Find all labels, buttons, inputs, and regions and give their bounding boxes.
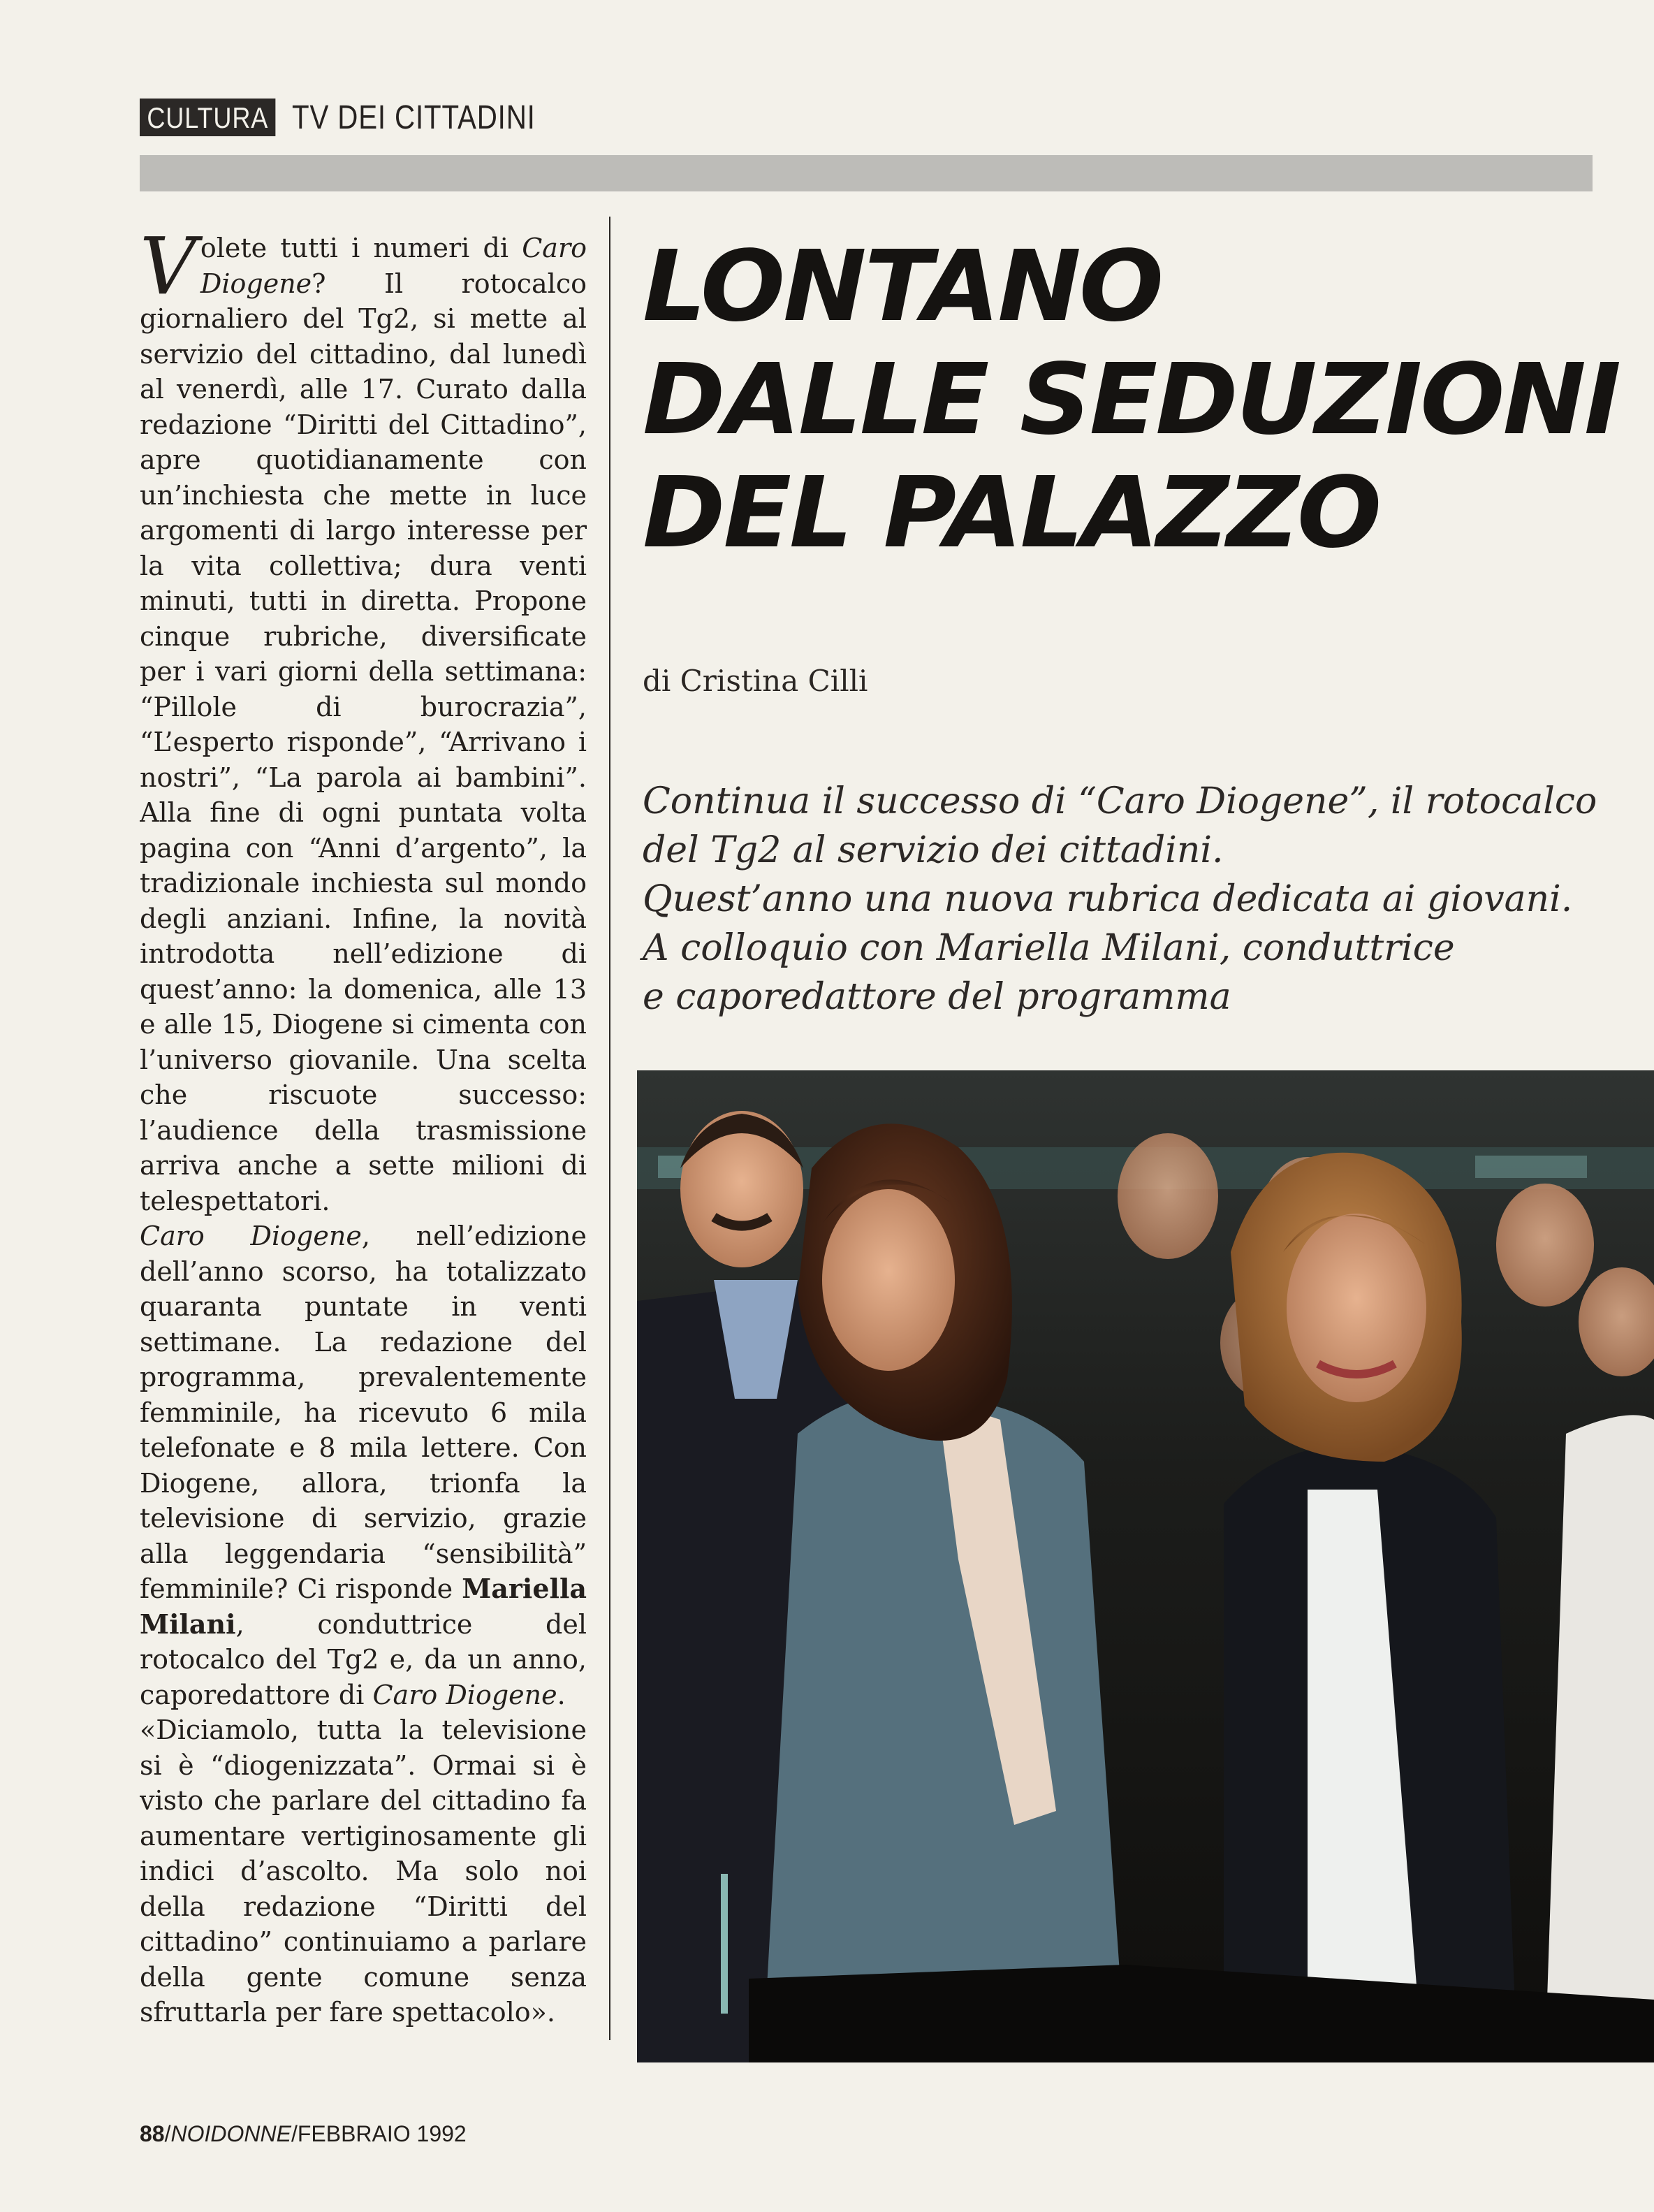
page-number: 88	[140, 2121, 165, 2146]
headline-line: DALLE SEDUZIONI	[643, 343, 1620, 457]
issue-date: FEBBRAIO 1992	[297, 2121, 467, 2146]
program-title: Caro Diogene	[140, 1221, 362, 1251]
section-tag: CULTURA	[140, 99, 276, 136]
publication-name: NOIDONNE	[170, 2121, 291, 2146]
headline-line: DEL PALAZZO	[643, 456, 1380, 570]
page-footer: 88/NOIDONNE/FEBBRAIO 1992	[140, 2121, 467, 2146]
interview-question	[140, 2030, 587, 2034]
standfirst-line: Continua il successo di “Caro Diogene”, il rotocalco	[643, 780, 1597, 822]
standfirst-line: A colloquio con Mariella Milani, conduttrice	[643, 927, 1455, 969]
program-title: Caro Diogene	[372, 1679, 557, 1710]
column-divider	[609, 217, 610, 2040]
section-header	[140, 98, 582, 137]
interviewee-name: Mariella Milani	[140, 1573, 587, 1640]
article-photo	[637, 1070, 1654, 2062]
section-topic: TV DEI CITTADINI	[292, 99, 536, 136]
body-paragraph: Volete tutti i numeri di Caro Diogene? Il rotocalco giornaliero del Tg2, si mette al servizio del cittadino, dal lunedì al venerdì, alle 17. Curato dalla redazione “Diritti del Cittadino”, apre quotidianamente con un’inchiesta che mette in luce argomenti di largo interesse per la vita collettiva; dura venti minuti, tutti in diretta. Propone cinque rubriche, diversificate per i vari giorni della settimana: “Pillole di burocrazia”, “L’esperto risponde”, “Arrivano i nostri”, “La parola ai bambini”. Alla fine di ogni puntata volta pagina con “Anni d’argento”, la tradizionale inchiesta sul mondo degli anziani. Infine, la novità introdotta nell’edizione di quest’anno: la domenica, alle 13 e alle 15, Diogene si cimenta con l’universo giovanile. Una scelta che riscuote successo: l’audience della trasmissione arriva anche a sette milioni di telespettatori.	[140, 231, 587, 1216]
body-paragraph: Caro Diogene, nell’edizione dell’anno scorso, ha totalizzato quaranta puntate in venti settimane. La redazione del programma, prevalentemente femminile, ha ricevuto 6 mila telefonate e 8 mila lettere. Con Diogene, allora, trionfa la televisione di servizio, grazie alla leggendaria “sensibilità” femminile? Ci risponde Mariella Milani, conduttrice del rotocalco del Tg2 e, da un anno, caporedattore di Caro Diogene.	[140, 1221, 587, 1710]
photo-illustration	[637, 1070, 1654, 2062]
article-body	[140, 231, 587, 2033]
standfirst-line: e caporedattore del programma	[643, 976, 1231, 1018]
body-paragraph: «Diciamolo, tutta la televisione si è “diogenizzata”. Ormai si è visto che parlare del cittadino fa aumentare vertiginosamente gli indici d’ascolto. Ma solo noi della redazione “Diritti del cittadino” continuiamo a parlare della gente comune senza sfruttarla per fare spettacolo».	[140, 1715, 587, 2028]
program-title: Caro Diogene	[200, 233, 587, 299]
standfirst-line: Quest’anno una nuova rubrica dedicata ai giovani.	[643, 878, 1573, 920]
byline: di Cristina Cilli	[643, 664, 868, 698]
standfirst	[643, 777, 1620, 1021]
header-rule-bar	[140, 155, 1593, 191]
headline-line: LONTANO	[643, 230, 1162, 344]
standfirst-line: del Tg2 al servizio dei cittadini.	[643, 829, 1224, 871]
drop-cap: V	[140, 231, 196, 312]
headline	[643, 231, 1634, 570]
